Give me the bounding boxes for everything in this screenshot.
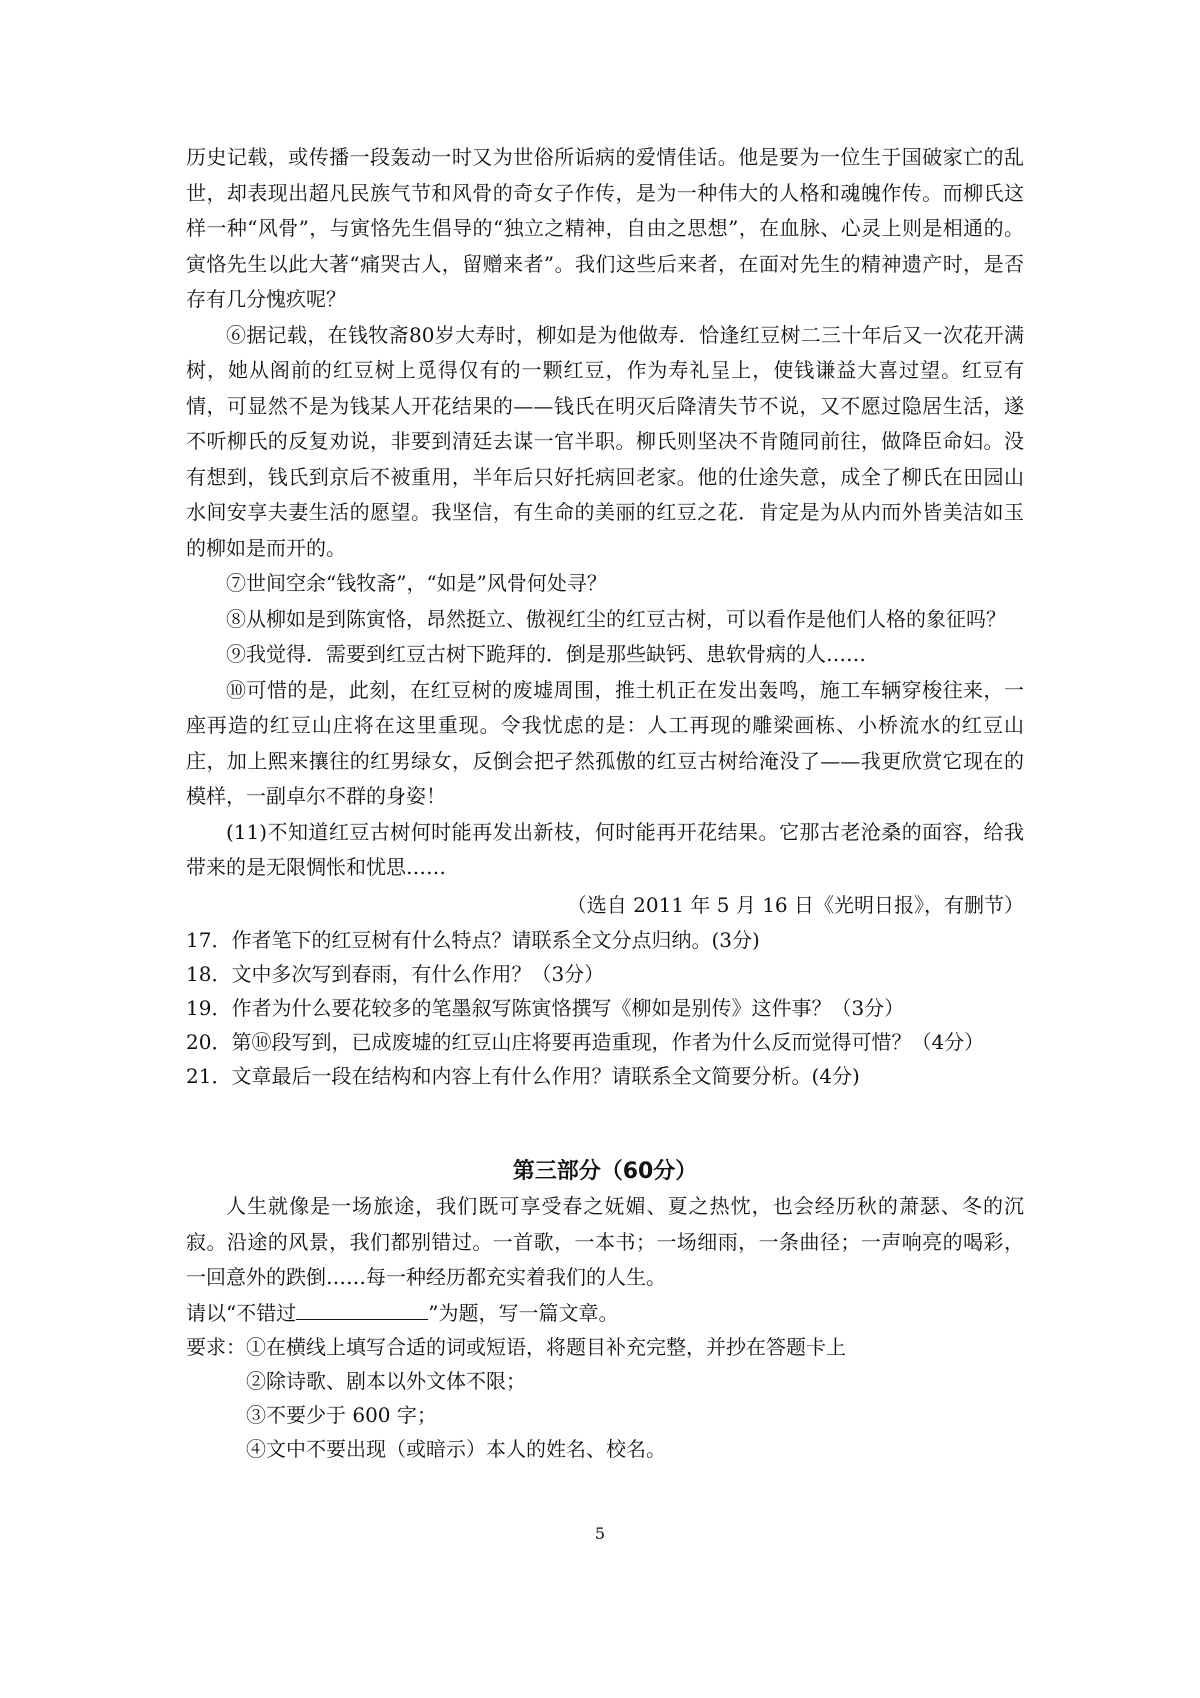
requirements-label: 要求：	[186, 1334, 246, 1359]
question-20: 20．第⑩段写到，已成废墟的红豆山庄将要再造重现，作者为什么反而觉得可惜？（4分）	[186, 1030, 985, 1054]
question-18: 18．文中多次写到春雨，有什么作用？（3分）	[186, 962, 605, 986]
requirement-1: ①在横线上填写合适的词或短语，将题目补充完整，并抄在答题卡上	[246, 1334, 846, 1359]
requirement-3: ③不要少于 600 字；	[246, 1402, 437, 1427]
paragraph-7: ⑦世间空余“钱牧斋”，“如是”风骨何处寻？	[226, 571, 607, 595]
requirement-4: ④文中不要出现（或暗示）本人的姓名、校名。	[246, 1436, 666, 1461]
page-number: 5	[594, 1524, 606, 1543]
paragraph-10: ⑩可惜的是，此刻，在红豆树的废墟周围，推土机正在发出轰鸣，施工车辆穿梭往来，一座再造的红豆山庄将在这里重现。令我忧虑的是：人工再现的雕梁画栋、小桥流水的红豆山庄，加上熙来攘往的红男绿女，反倒会把孑然孤傲的红豆古树给淹没了——我更欣赏它现在的模样，一副卓尔不群的身姿！	[186, 677, 1024, 808]
requirement-2: ②除诗歌、剧本以外文体不限；	[246, 1368, 526, 1393]
question-list	[186, 923, 1024, 1093]
prompt-prefix: 请以“不错过	[186, 1300, 297, 1325]
exam-page	[186, 140, 1024, 1466]
paragraph-5-continued: 历史记载，或传播一段轰动一时又为世俗所诟病的爱情佳话。他是要为一位生于国破家亡的乱世，却表现出超凡民族气节和风骨的奇女子作传，是为一种伟大的人格和魂魄作传。而柳氏这样一种“风骨”，与寅恪先生倡导的“独立之精神，自由之思想”，在血脉、心灵上则是相通的。寅恪先生以此大著“痛哭古人，留赠来者”。我们这些后来者，在面对先生的精神遗产时，是否存有几分愧疚呢？	[186, 145, 1024, 311]
reading-article	[186, 140, 1024, 923]
article-source: （选自 2011 年 5 月 16 日《光明日报》，有删节）	[566, 892, 1024, 917]
title-blank-line	[296, 1297, 428, 1320]
question-19: 19．作者为什么要花较多的笔墨叙写陈寅恪撰写《柳如是别传》这件事？（3分）	[186, 996, 905, 1020]
question-21: 21．文章最后一段在结构和内容上有什么作用？请联系全文简要分析。(4分)	[186, 1064, 860, 1088]
question-17: 17．作者笔下的红豆树有什么特点？请联系全文分点归纳。(3分)	[186, 928, 760, 952]
paragraph-9: ⑨我觉得．需要到红豆古树下跪拜的．倒是那些缺钙、患软骨病的人……	[226, 642, 866, 666]
essay-prompt	[186, 1296, 1024, 1330]
essay-intro: 人生就像是一场旅途，我们既可享受春之妩媚、夏之热忱，也会经历秋的萧瑟、冬的沉寂。沿途的风景，我们都别错过。一首歌，一本书；一场细雨，一条曲径；一声响亮的喝彩，一回意外的跌倒……每一种经历都充实着我们的人生。	[186, 1194, 1024, 1289]
part-three-section	[186, 1155, 1024, 1466]
requirement-1-line	[186, 1330, 1024, 1364]
paragraph-11: (11)不知道红豆古树何时能再发出新枝，何时能再开花结果。它那古老沧桑的面容，给我带来的是无限惆怅和忧思……	[186, 819, 1024, 879]
paragraph-6: ⑥据记载，在钱牧斋80岁大寿时，柳如是为他做寿．恰逢红豆树二三十年后又一次花开满树，她从阁前的红豆树上觅得仅有的一颗红豆，作为寿礼呈上，使钱谦益大喜过望。红豆有情，可显然不是为钱某人开花结果的——钱氏在明灭后降清失节不说，又不愿过隐居生活，遂不听柳氏的反复劝说，非要到清廷去谋一官半职。柳氏则坚决不肯随同前往，做降臣命妇。没有想到，钱氏到京后不被重用，半年后只好托病回老家。他的仕途失意，成全了柳氏在田园山水间安享夫妻生活的愿望。我坚信，有生命的美丽的红豆之花．肯定是为从内而外皆美洁如玉的柳如是而开的。	[186, 322, 1024, 560]
section-title: 第三部分（60分）	[512, 1159, 698, 1184]
paragraph-8: ⑧从柳如是到陈寅恪，昂然挺立、傲视红尘的红豆古树，可以看作是他们人格的象征吗？	[226, 606, 1006, 631]
prompt-suffix: ”为题，写一篇文章。	[428, 1300, 619, 1325]
